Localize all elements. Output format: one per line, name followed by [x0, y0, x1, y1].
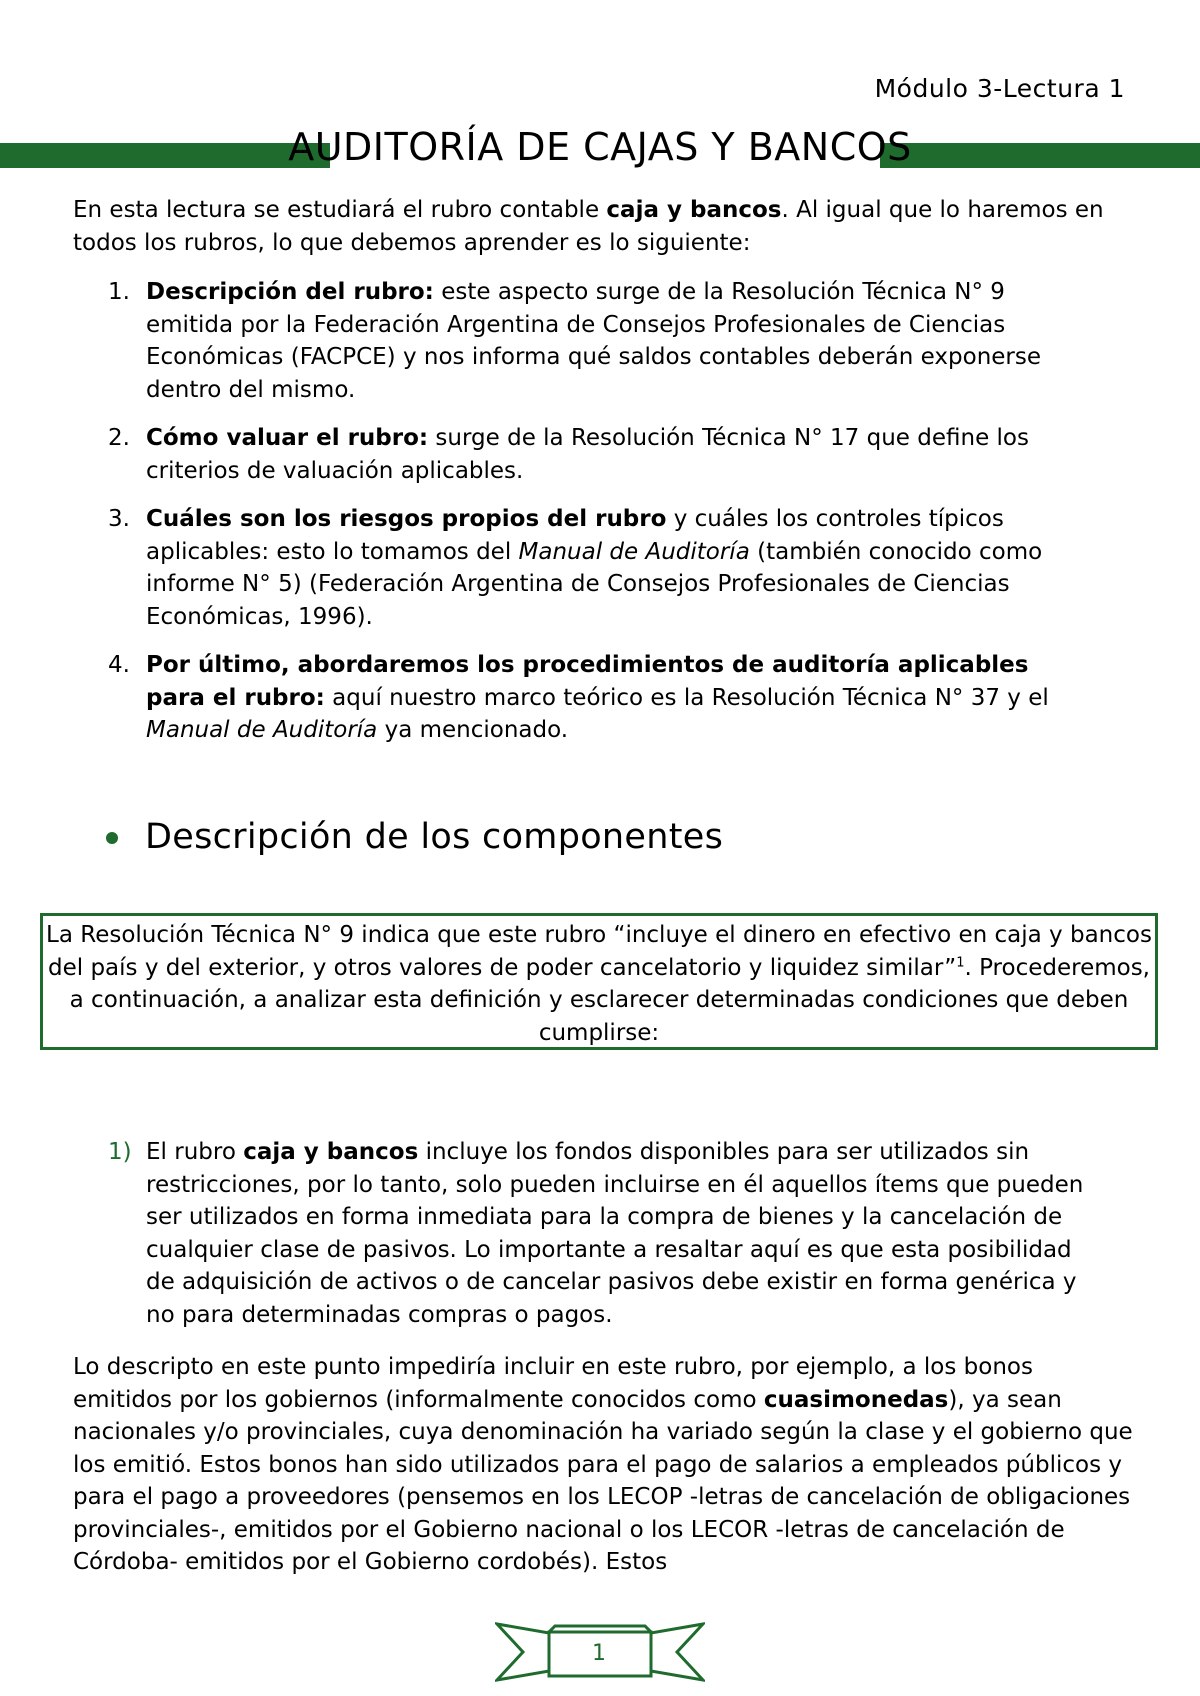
intro-bold: caja y bancos	[606, 197, 782, 223]
module-label: Módulo 3-Lectura 1	[874, 74, 1125, 103]
list-item: 4. Por último, abordaremos los procedimientos de auditoría aplicables para el rubro: aquí nuestro marco teórico es la Resolución Técnica N° 37 y el Manual de Auditoría ya mencionado.	[108, 652, 1049, 743]
list-item: 3. Cuáles son los riesgos propios del rubro y cuáles los controles típicos aplicables: esto lo tomamos del Manual de Auditoría (también conocido como informe N° 5) (Federación Argentina de Consejos Profesionales de Ciencias Económicas, 1996).	[108, 506, 1043, 630]
list-item: 2. Cómo valuar el rubro: surge de la Resolución Técnica N° 17 que define los criterios de valuación aplicables.	[108, 425, 1029, 484]
body-paragraph: Lo descripto en este punto impediría incluir en este rubro, por ejemplo, a los bonos emitidos por los gobiernos (informalmente conocidos como cuasimonedas), ya sean nacionales y/o provinciales, cuya denominación ha variado según la clase y el gobierno que los emitió. Estos bonos han sido utilizados para el pago de salarios a empleados públicos y para el pago a proveedores (pensemos en los LECOP -letras de cancelación de obligaciones provinciales-, emitidos por el Gobierno nacional o los LECOR -letras de cancelación de Córdoba- emitidos por el Gobierno cordobés). Estos	[73, 1354, 1133, 1575]
steps-list	[0, 276, 1135, 763]
point-1: 1) El rubro caja y bancos incluye los fondos disponibles para ser utilizados sin restricciones, por lo tanto, solo pueden incluirse en él aquellos ítems que pueden ser utilizados en forma inmediata para la compra de bienes y la cancelación de cualquier clase de pasivos. Lo importante a resaltar aquí es que esta posibilidad de adquisición de activos o de cancelar pasivos debe existir en forma genérica y no para determinadas compras o pagos.	[108, 1139, 1084, 1328]
document-title: AUDITORÍA DE CAJAS Y BANCOS	[288, 125, 912, 169]
intro-paragraph: En esta lectura se estudiará el rubro contable caja y bancos. Al igual que lo haremos en todos los rubros, lo que debemos aprender es lo siguiente:	[73, 197, 1104, 256]
list-item: 1. Descripción del rubro: este aspecto surge de la Resolución Técnica N° 9 emitida por la Federación Argentina de Consejos Profesionales de Ciencias Económicas (FACPCE) y nos informa qué saldos contables deberán exponerse dentro del mismo.	[108, 279, 1042, 403]
bullet-icon	[106, 832, 118, 844]
page-number: 1	[592, 1641, 606, 1666]
footnote-marker[interactable]: 1	[956, 954, 965, 970]
definition-box: La Resolución Técnica N° 9 indica que este rubro “incluye el dinero en efectivo en caja y bancos del país y del exterior, y otros valores de poder cancelatorio y liquidez similar”$^1$. Procederemos, a continuación, a analizar esta definición y esclarecer determinadas condiciones que deben cumplirse:	[40, 913, 1158, 1050]
